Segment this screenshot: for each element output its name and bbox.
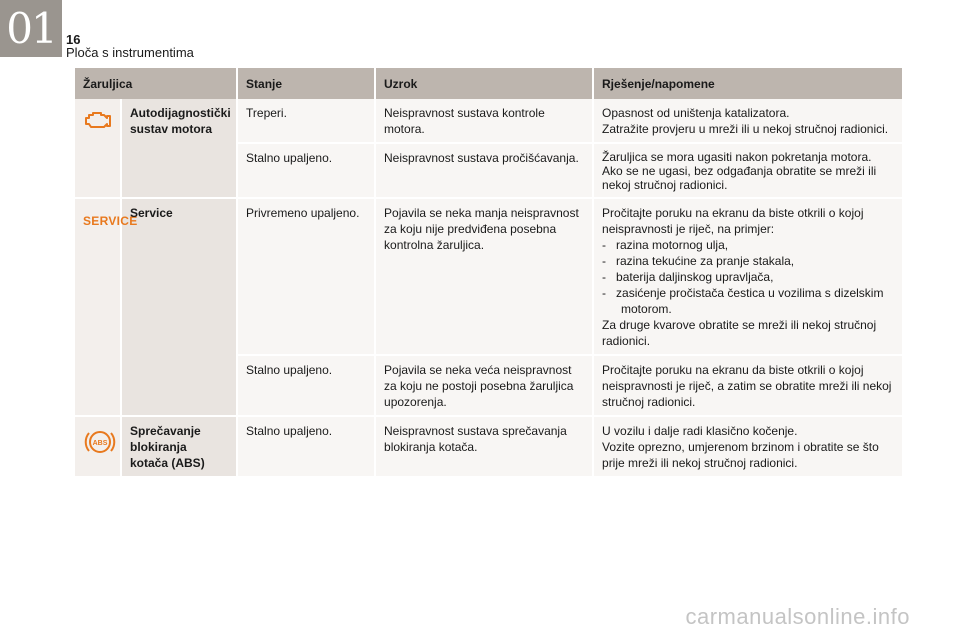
section-title: Ploča s instrumentima xyxy=(66,45,194,60)
table-header-row xyxy=(75,68,903,99)
list-item: - baterija daljinskog upravljača, xyxy=(602,270,774,284)
column-header: Rješenje/napomene xyxy=(593,68,903,99)
page-number: 16 xyxy=(66,32,81,47)
list-item: - razina motornog ulja, xyxy=(602,238,729,252)
list-item: - razina tekućine za pranje stakala, xyxy=(602,254,795,268)
warning-lamps-table xyxy=(75,68,904,478)
table-row xyxy=(75,198,903,355)
lamp-name: Autodijagnostički sustav motora xyxy=(121,99,237,198)
solution-line: Za druge kvarove obratite se mreži ili nekoj stručnoj radionici. xyxy=(602,318,877,348)
service-icon-label: SERVICE xyxy=(83,214,138,228)
state-cell: Privremeno upaljeno. xyxy=(237,198,375,355)
solution-cell xyxy=(593,198,903,355)
state-cell: Treperi. xyxy=(237,99,375,143)
engine-warning-icon xyxy=(75,99,121,198)
cause-cell: Pojavila se neka manja neispravnost za koju nije predviđena posebna kontrolna žaruljica. xyxy=(375,198,593,355)
watermark: carmanualsonline.info xyxy=(685,604,910,629)
solution-line: Pročitajte poruku na ekranu da biste otkrili o kojoj neispravnosti je riječ, a zatim se obratite mreži ili nekoj stručnoj radionici. xyxy=(602,363,892,409)
solution-line: Pročitajte poruku na ekranu da biste otkrili o kojoj neispravnosti je riječ, na primjer: xyxy=(602,206,864,236)
column-header: Stanje xyxy=(237,68,375,99)
lamp-name: Service xyxy=(121,198,237,416)
chapter-tab: 01 xyxy=(0,0,62,57)
solution-cell xyxy=(593,416,903,477)
solution-line: Opasnost od uništenja katalizatora. xyxy=(602,106,790,120)
service-icon xyxy=(75,198,138,416)
table-row xyxy=(75,99,903,143)
cause-cell: Neispravnost sustava pročišćavanja. xyxy=(375,143,593,198)
abs-icon-label: ABS xyxy=(92,440,108,447)
column-header: Žaruljica xyxy=(75,68,237,99)
solution-line: U vozilu i dalje radi klasično kočenje. xyxy=(602,424,798,438)
solution-line: Zatražite provjeru u mreži ili u nekoj stručnoj radionici. xyxy=(602,122,889,136)
solution-cell xyxy=(593,355,903,416)
table-row xyxy=(75,416,903,477)
solution-cell xyxy=(593,99,903,143)
column-header: Uzrok xyxy=(375,68,593,99)
state-cell: Stalno upaljeno. xyxy=(237,143,375,198)
solution-cell xyxy=(593,143,903,198)
cause-cell: Neispravnost sustava kontrole motora. xyxy=(375,99,593,143)
abs-warning-icon xyxy=(75,416,121,477)
state-cell: Stalno upaljeno. xyxy=(237,355,375,416)
cause-cell: Pojavila se neka veća neispravnost za koju ne postoji posebna žaruljica upozorenja. xyxy=(375,355,593,416)
state-cell: Stalno upaljeno. xyxy=(237,416,375,477)
solution-line: Ako se ne ugasi, bez odgađanja obratite se mreži ili nekoj stručnoj radionici. xyxy=(602,164,877,192)
solution-line: Vozite oprezno, umjerenom brzinom i obratite se što prije mreži ili nekoj stručnoj radionici. xyxy=(602,440,879,470)
lamp-name: Sprečavanje blokiranja kotača (ABS) xyxy=(121,416,237,477)
list-item: - zasićenje pročistača čestica u vozilima s dizelskim motorom. xyxy=(602,286,884,316)
solution-line: Žaruljica se mora ugasiti nakon pokretanja motora. xyxy=(602,150,872,164)
cause-cell: Neispravnost sustava sprečavanja blokiranja kotača. xyxy=(375,416,593,477)
